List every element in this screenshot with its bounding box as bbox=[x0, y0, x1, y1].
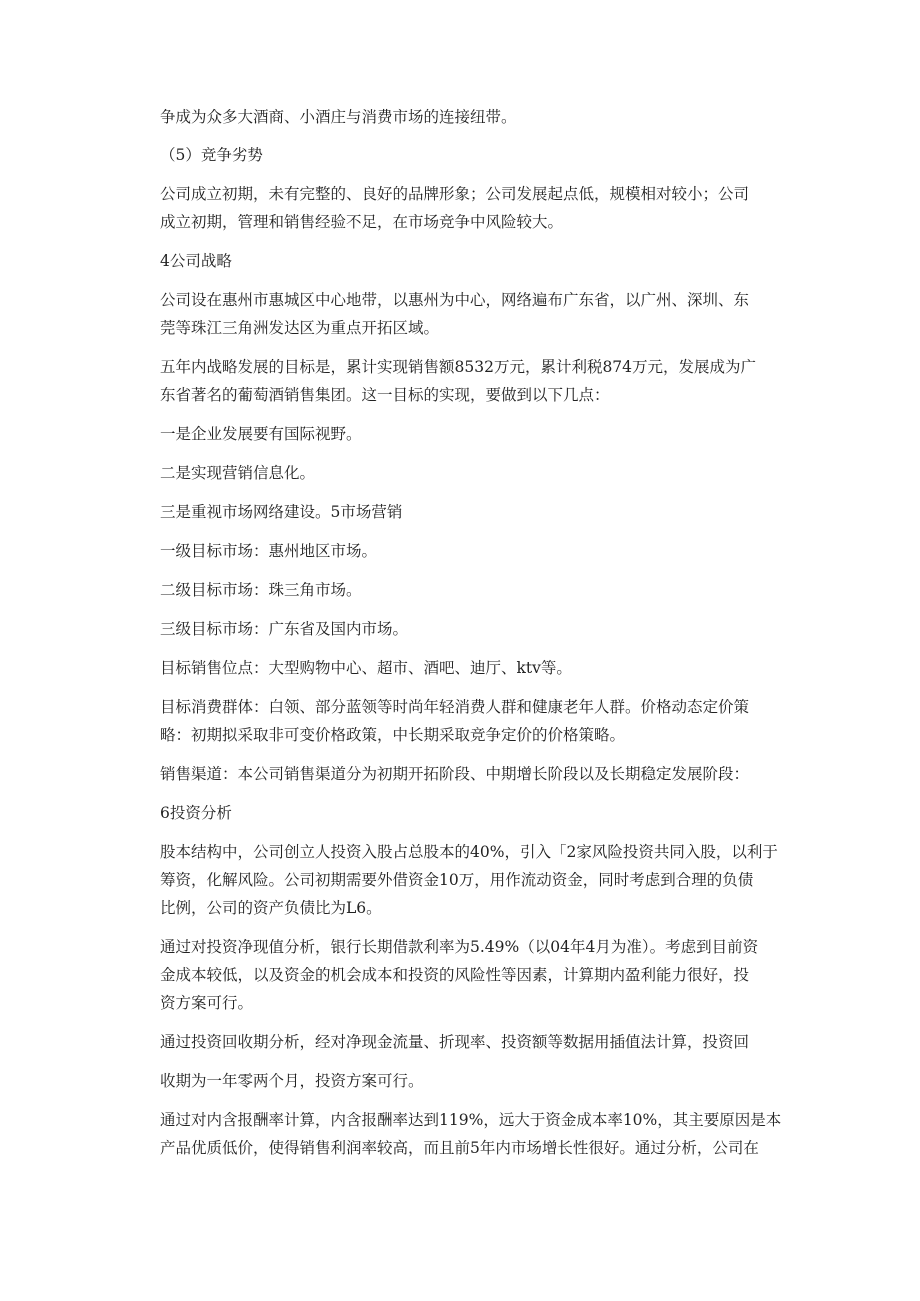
paragraph bbox=[160, 576, 760, 604]
paragraph bbox=[160, 180, 760, 236]
text-line: 争成为众多大酒商、小酒庄与消费市场的连接纽带。 bbox=[160, 108, 517, 126]
text-line: 三是重视市场网络建设。5市场营销 bbox=[160, 503, 403, 521]
text-line: 股本结构中，公司创立人投资入股占总股本的40%，引入「2家风险投资共同入股，以利于 bbox=[160, 843, 778, 861]
paragraph bbox=[160, 459, 760, 487]
text-line: 4公司战略 bbox=[160, 252, 232, 270]
paragraph bbox=[160, 838, 778, 922]
paragraph bbox=[160, 286, 760, 342]
paragraph bbox=[160, 353, 760, 409]
text-line: 筹资，化解风险。公司初期需要外借资金10万，用作流动资金，同时考虑到合理的负债 bbox=[160, 871, 754, 889]
paragraph bbox=[160, 693, 760, 749]
paragraph bbox=[160, 615, 760, 643]
text-line: 一级目标市场：惠州地区市场。 bbox=[160, 542, 378, 560]
text-line: 莞等珠江三角洲发达区为重点开拓区域。 bbox=[160, 319, 440, 337]
text-line: 略：初期拟采取非可变价格政策，中长期采取竞争定价的价格策略。 bbox=[160, 726, 626, 744]
paragraph bbox=[160, 420, 760, 448]
text-line: 五年内战略发展的目标是，累计实现销售额8532万元，累计利税874万元，发展成为广 bbox=[160, 358, 757, 376]
paragraph-continuation bbox=[160, 103, 760, 131]
text-line: 收期为一年零两个月，投资方案可行。 bbox=[160, 1072, 424, 1090]
document-body bbox=[160, 103, 782, 1162]
paragraph bbox=[160, 537, 760, 565]
text-line: 东省著名的葡萄酒销售集团。这一目标的实现，要做到以下几点： bbox=[160, 386, 610, 404]
paragraph bbox=[160, 1028, 760, 1056]
text-line: 通过对投资净现值分析，银行长期借款利率为5.49%（以04年4月为准）。考虑到目前资 bbox=[160, 938, 759, 956]
text-line: 目标销售位点：大型购物中心、超市、酒吧、迪厅、ktv等。 bbox=[160, 659, 572, 677]
text-line: 一是企业发展要有国际视野。 bbox=[160, 425, 362, 443]
section-heading-competitive-disadvantage bbox=[160, 141, 760, 169]
text-line: 6投资分析 bbox=[160, 804, 232, 822]
text-line: 成立初期，管理和销售经验不足，在市场竞争中风险较大。 bbox=[160, 213, 564, 231]
text-line: 公司成立初期，未有完整的、良好的品牌形象；公司发展起点低，规模相对较小；公司 bbox=[160, 185, 750, 203]
section-heading-investment-analysis bbox=[160, 799, 760, 827]
section-heading-company-strategy bbox=[160, 247, 760, 275]
text-line: 比例，公司的资产负债比为L6。 bbox=[160, 899, 382, 917]
text-line: 目标消费群体：白领、部分蓝领等时尚年轻消费人群和健康老年人群。价格动态定价策 bbox=[160, 698, 750, 716]
paragraph bbox=[160, 654, 760, 682]
text-line: （5）竞争劣势 bbox=[160, 146, 263, 164]
paragraph bbox=[160, 760, 760, 788]
text-line: 金成本较低，以及资金的机会成本和投资的风险性等因素，计算期内盈利能力很好，投 bbox=[160, 966, 750, 984]
paragraph bbox=[160, 1067, 760, 1095]
text-line: 资方案可行。 bbox=[160, 994, 254, 1012]
text-line: 通过投资回收期分析，经对净现金流量、折现率、投资额等数据用插值法计算，投资回 bbox=[160, 1033, 750, 1051]
text-line: 三级目标市场：广东省及国内市场。 bbox=[160, 620, 409, 638]
paragraph bbox=[160, 933, 760, 1017]
text-line: 二是实现营销信息化。 bbox=[160, 464, 316, 482]
paragraph bbox=[160, 1106, 782, 1162]
paragraph bbox=[160, 498, 760, 526]
text-line: 销售渠道：本公司销售渠道分为初期开拓阶段、中期增长阶段以及长期稳定发展阶段： bbox=[160, 765, 750, 783]
text-line: 公司设在惠州市惠城区中心地带，以惠州为中心，网络遍布广东省，以广州、深圳、东 bbox=[160, 291, 750, 309]
text-line: 产品优质低价，使得销售利润率较高，而且前5年内市场增长性很好。通过分析，公司在 bbox=[160, 1139, 759, 1157]
text-line: 通过对内含报酬率计算，内含报酬率达到119%，远大于资金成本率10%，其主要原因是本 bbox=[160, 1111, 782, 1129]
text-line: 二级目标市场：珠三角市场。 bbox=[160, 581, 362, 599]
